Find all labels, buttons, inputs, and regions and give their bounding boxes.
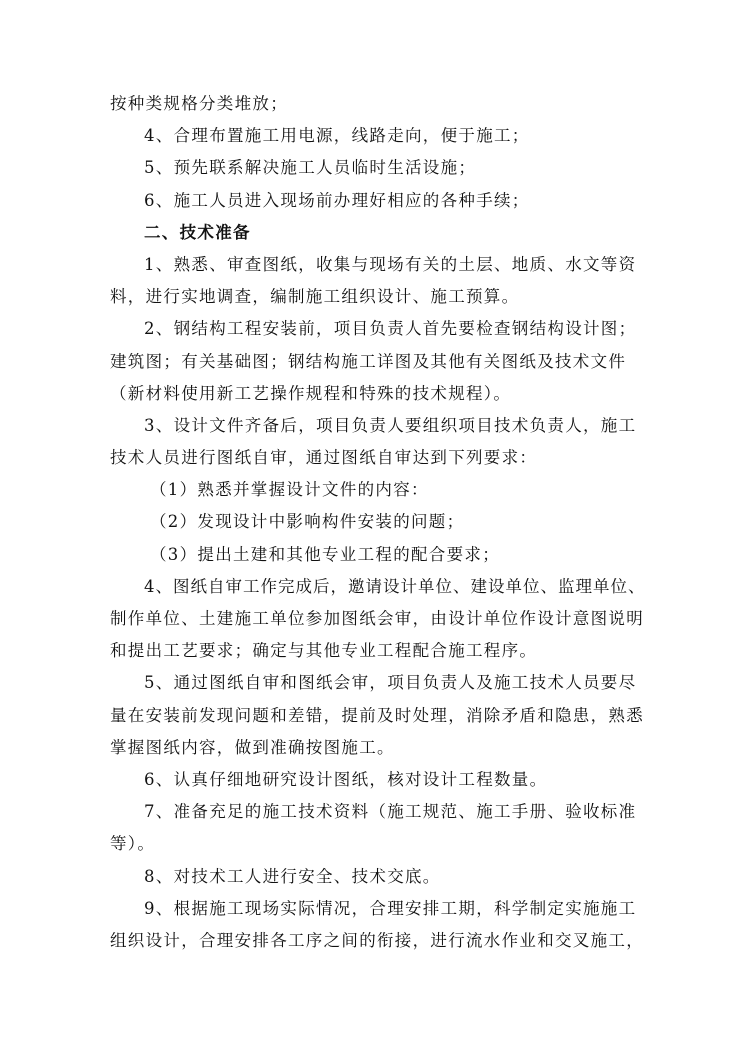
document-body	[110, 88, 646, 957]
sub-item-3: （3）提出土建和其他专业工程的配合要求；	[150, 544, 500, 564]
list-item-4: 4、合理布置施工用电源，线路走向，便于施工；	[144, 126, 530, 146]
paragraph-3-line-2: 技术人员进行图纸自审，通过图纸自审达到下列要求：	[110, 448, 538, 468]
list-item-6: 6、施工人员进入现场前办理好相应的各种手续；	[144, 190, 530, 210]
sub-item-2: （2）发现设计中影响构件安装的问题；	[150, 512, 465, 532]
paragraph-2-line-2: 建筑图；有关基础图；钢结构施工详图及其他有关图纸及技术文件	[110, 351, 627, 371]
paragraph-9-line-1: 9、根据施工现场实际情况，合理安排工期，科学制定实施施工	[144, 898, 637, 918]
paragraph-5-line-1: 5、通过图纸自审和图纸会审，项目负责人及施工技术人员要尽	[144, 673, 637, 693]
paragraph-6: 6、认真仔细地研究设计图纸，核对设计工程数量。	[144, 769, 548, 789]
paragraph-2-line-3: （新材料使用新工艺操作规程和特殊的技术规程）。	[110, 383, 512, 403]
paragraph-1-line-1: 1、熟悉、审查图纸，收集与现场有关的土层、地质、水文等资	[144, 254, 637, 274]
paragraph-1-line-2: 料，进行实地调查，编制施工组织设计、施工预算。	[110, 287, 520, 307]
paragraph-8: 8、对技术工人进行安全、技术交底。	[144, 866, 441, 886]
section-heading: 二、技术准备	[144, 222, 251, 242]
paragraph-4-line-2: 制作单位、土建施工单位参加图纸会审，由设计单位作设计意图说明	[110, 609, 644, 628]
sub-item-1: （1）熟悉并掌握设计文件的内容：	[150, 480, 429, 500]
paragraph-9-line-2: 组织设计，合理安排各工序之间的衔接，进行流水作业和交叉施工，	[110, 930, 644, 950]
paragraph-3-line-1: 3、设计文件齐备后，项目负责人要组织项目技术负责人，施工	[144, 415, 637, 435]
paragraph-2-line-1: 2、钢结构工程安装前，项目负责人首先要检查钢结构设计图；	[144, 319, 637, 339]
list-item-5: 5、预先联系解决施工人员临时生活设施；	[144, 158, 477, 178]
paragraph-4-line-1: 4、图纸自审工作完成后，邀请设计单位、建设单位、监理单位、	[144, 576, 646, 596]
paragraph-4-line-3: 和提出工艺要求；确定与其他专业工程配合施工程序。	[110, 641, 538, 661]
paragraph-7-line-2: 等）。	[110, 834, 156, 854]
text-line: 按种类规格分类堆放；	[110, 94, 288, 113]
paragraph-5-line-3: 掌握图纸内容，做到准确按图施工。	[110, 737, 395, 757]
paragraph-5-line-2: 量在安装前发现问题和差错，提前及时处理，消除矛盾和隐患，熟悉	[110, 705, 644, 725]
paragraph-7-line-1: 7、准备充足的施工技术资料（施工规范、施工手册、验收标准	[144, 802, 637, 822]
